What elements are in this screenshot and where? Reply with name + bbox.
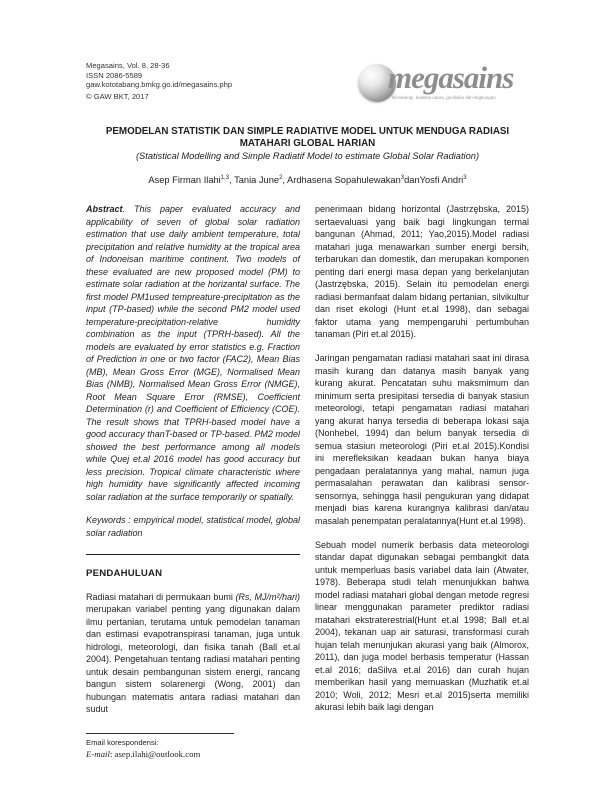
right-paragraph-2: Jaringan pengamatan radiasi matahari saat ini dirasa masih kurang dan datanya masih banyak yang kurang akurat. Pencatatan suhu maksmimum dan minimum serta presipitasi tersedia di banyak stasiun meteorologi, tetapi pengamatan radiasi matahari yang akurat hanya tersedia di beberapa lokasi saja (Nonhebel, 1994) dan belum banyak tersedia di semua stasiun meteorologi (Piri et.al 2015).Kondisi ini merefleksikan keadaan bukan hanya biaya pengadaan peralatannya yang mahal, namun juga permasalahan perawatan dan kalibrasi sensor-sensornya, sehingga hasil pengukuran yang didapat menjadi bias karena kurangnya kalibrasi dan/atau masalah penempatan peralatannya(Hunt et.al 1998).	[315, 353, 529, 526]
correspondence-email	[86, 749, 300, 760]
article-title: PEMODELAN STATISTIK DAN SIMPLE RADIATIVE MODEL UNTUK MENDUGA RADIASI MATAHARI GLOBAL HARIAN	[105, 126, 510, 150]
author-4-affiliation: 3	[463, 174, 467, 181]
footnote-rule	[86, 733, 234, 734]
correspondence-footnote	[86, 733, 300, 760]
section-heading-pendahuluan: PENDAHULUAN	[86, 568, 163, 579]
right-paragraph-1: penerimaan bidang horizontal (Jastrzębska, 2015) sertaevaluasi yang baik bagi lingkungan termal bangunan (Ahmad, 2011; Yao,2015).Model radiasi matahari juga menawarkan sumber energi bersih, terbarukan dan domestik, dan merupakan komponen penting dari energi masa depan yang berkelanjutan (Jastrzębska, 2015). Selain itu pemodelan energi radiasi bermanfaat dalam bidang pertanian, silvikultur dan riset ekologi (Hunt et.al 1998), dan sebagai faktor utama yang mempengaruhi pertumbuhan tanaman (Piri et.al 2015).	[315, 204, 529, 339]
section-divider	[86, 554, 300, 555]
abstract-paragraph	[86, 203, 300, 503]
intro-text-post: merupakan variabel penting yang digunakan dalam ilmu pertanian, terutama untuk pemodelan tanaman dan estimasi evapotranspirasi tanaman, juga untuk hidrologi, meteorologi, dan fisika tanah (Ball et.al 2004). Pengetahuan tentang radiasi matahari penting untuk desain pembangunan sistem energi, rancang bangun sistem solarenergi (Wong, 2001) dan hubungan matematis antara radiasi matahari dan sudut	[86, 604, 300, 714]
issn-line: ISSN 2086-5589	[86, 70, 143, 80]
abstract-body: . This paper evaluated accuracy and applicability of seven of global solar radiation estimation that use daily ambient temperature, total precipitation and relative humidity at the tropical area of Indoneisan maritime continent. Two models of these evaluated are new proposed model (PM) to estimate solar radiation at the horizantal surface. The first model PM1used tempreature-precipitation as the input (TP-based) while the second PM2 model used temperature-precipitation-relative humidity combination as the input (TPRH-based). All the models are evaluated by error statistics e.g. Fraction of Prediction in one or two factor (FAC2), Mean Bias (MB), Mean Gross Error (MGE), Normalised Mean Bias (NMB), Normalised Mean Gross Error (NMGE), Root Mean Square Error (RMSE), Coefficient Determination (r) and Coefficient of Efficiency (COE). The result shows that TPRH-based model have a good accuracy thanT-based or TP-based. PM2 model showed the best performance among all models while Quej et.al 2016 model has good accuracy but less precision. Tropical climate characteristic where high humidity have significantly affected incoming solar radiation at the surface temporarily or spatially.	[86, 204, 300, 502]
author-3-affiliation: 3	[400, 174, 405, 181]
megasains-logo	[358, 62, 534, 106]
authors-line	[86, 175, 529, 185]
author-1-affiliation: 1,3	[220, 174, 230, 181]
email-prefix: E-mail	[86, 748, 110, 759]
right-paragraph-3: Sebuah model numerik berbasis data meteorologi standar dapat digunakan sebagai pembangkit data untuk memperluas basis variabel data lain (Atwater, 1978). Beberapa studi telah menunjukkan bahwa model radiasi matahari global dengan metode regresi linear menggunakan parameter prediktor radiasi matahari ekstraterestrial(Hunt et.al 1998; Ball et.al 2004), tekanan uap air saturasi, transformasi curah hujan telah menunjukan akurasi yang baik (Almorox, 2011), dan juga model berbasis temperatur (Hassan et.al 2016; daSilva et.al 2016) dan curah hujan memberikan hasil yang memuaskan (Muzhatik et.al 2010; Woli, 2012; Mesri et.al 2015)serta memiliki akurasi lebih baik lagi dengan	[315, 539, 529, 712]
introduction-paragraph	[86, 591, 300, 716]
footnote-label: Email korespondensi:	[86, 738, 159, 747]
intro-variable-notation: (Rs, MJ/m²/hari)	[235, 591, 301, 602]
author-3: , Ardhasena Sopahulewakan	[282, 175, 401, 185]
author-1: Asep Firman Ilahi	[148, 175, 221, 185]
left-column	[86, 203, 300, 716]
logo-tagline: klimatologi, kualitas udara, geofisika dan lingkungan	[392, 95, 496, 100]
author-2: , Tania June	[229, 175, 280, 185]
keywords-line: Keywords : empyirical model, statistical model, global solar radiation	[86, 515, 300, 538]
title-block	[86, 126, 529, 185]
header-meta	[86, 61, 232, 102]
author-4: danYosfi Andri	[404, 175, 464, 185]
article-subtitle: (Statistical Modelling and Simple Radiatif Model to estimate Global Solar Radiation)	[135, 151, 480, 162]
email-address: : asep.ilahi@outlook.com	[109, 748, 201, 759]
journal-volume-line: Megasains, Vol. 8, 28-36	[86, 61, 170, 70]
author-2-affiliation: 2	[279, 174, 283, 181]
body-columns	[86, 203, 529, 716]
logo-wordmark: megasains	[388, 60, 514, 95]
copyright-line: © GAW BKT, 2017	[86, 92, 149, 102]
right-column	[315, 203, 529, 716]
journal-url: gaw.kototabang.bmkg.go.id/megasains.php	[86, 80, 233, 90]
intro-text-pre: Radiasi matahari di permukaan bumi	[86, 591, 236, 602]
abstract-label: Abstract	[86, 204, 123, 214]
